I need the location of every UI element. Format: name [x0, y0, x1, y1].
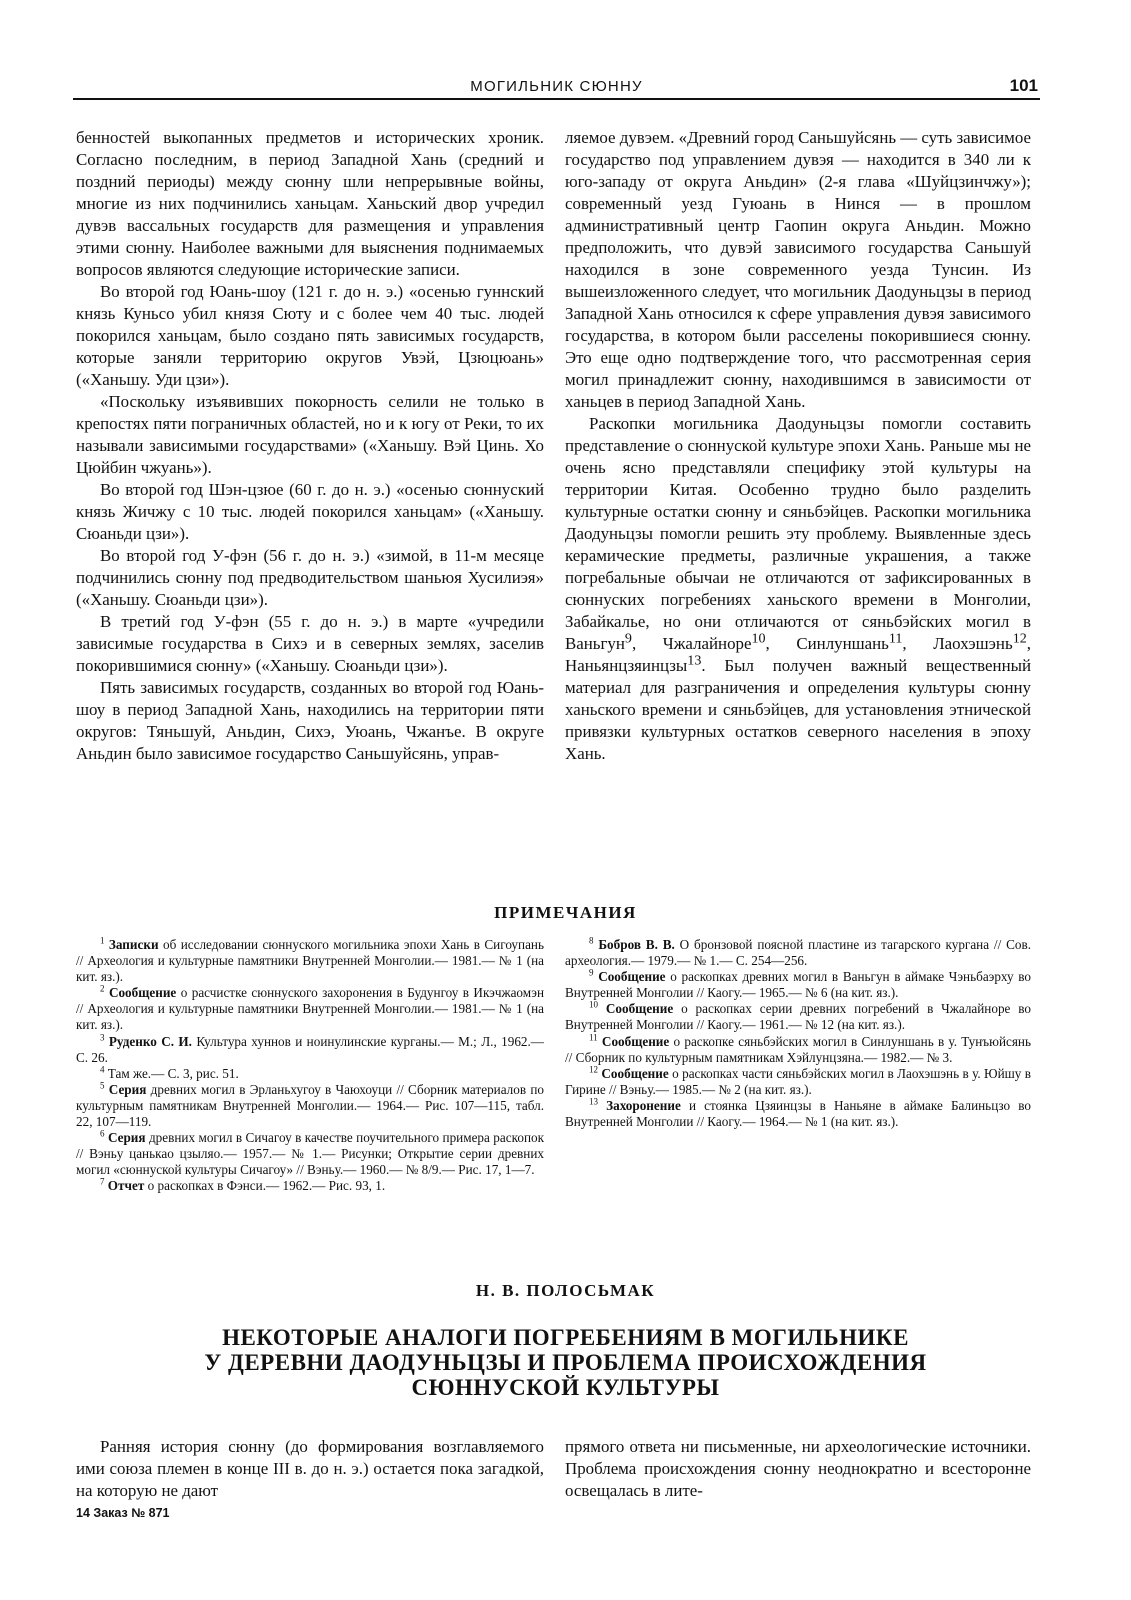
header-rule [73, 98, 1040, 100]
note-lead: Бобров В. В. [598, 937, 675, 952]
note-lead: Отчет [107, 1178, 145, 1194]
footnote-ref: 9 [624, 630, 632, 647]
note-lead: Захоронение [606, 1097, 681, 1113]
note-lead: Руденко С. И. [108, 1033, 192, 1049]
title-line: СЮННУСКОЙ КУЛЬТУРЫ [411, 1375, 720, 1400]
text-run: , Лаохэшэнь [902, 634, 1013, 653]
note-number: 3 [100, 1032, 105, 1043]
note-item [565, 1066, 1031, 1098]
notes-heading: ПРИМЕЧАНИЯ [494, 903, 637, 922]
note-number: 13 [589, 1096, 598, 1107]
paragraph: Во второй год У-фэн (56 г. до н. э.) «зимой, в 11-м месяце подчинились сюнну под предводительством шаньюя Хусилиэя» («Ханьшу. Сюаньди цзи»). [76, 546, 544, 609]
note-text: о раскопках в Фэнси.— 1962.— Рис. 93, 1. [144, 1178, 386, 1194]
note-lead: Сообщение [601, 1033, 670, 1049]
note-lead: Серия [108, 1081, 147, 1097]
footnote-ref: 13 [687, 652, 702, 669]
text-run: . Был получен важный вещественный материал для разграничения и определения культуры сюнну ханьского времени и сяньбэйцев, для установления этнической привязки культурных остатков северного населения в эпоху Хань. [565, 656, 1031, 763]
page-number: 101 [1009, 76, 1038, 95]
note-number: 7 [100, 1177, 105, 1188]
article-author: Н. В. ПОЛОСЬМАК [475, 1281, 656, 1300]
text-run: , Синлуншань [765, 634, 889, 653]
note-lead: Записки [108, 937, 159, 952]
note-item [76, 985, 544, 1033]
note-number: 11 [589, 1032, 598, 1043]
note-text: древних могил в Эрланьхугоу в Чаюхоуци // Сборник материалов по культурным памятникам Внутренней Монголии.— 1964.— Рис. 107—115, табл. 22, 107—119. [76, 1081, 544, 1130]
note-item [565, 1001, 1031, 1033]
article-title [100, 1325, 1031, 1400]
notes-column-left [76, 937, 544, 1195]
paragraph: Во второй год Юань-шоу (121 г. до н. э.) «осенью гуннский князь Куньсо убил князя Сюту и с более чем 40 тыс. людей покорился ханьцам, было создано пять зависимых государств, которые заняли территорию округов Увэй, Цзюцюань» («Ханьшу. Уди цзи»). [76, 282, 544, 389]
note-number: 12 [589, 1064, 598, 1075]
title-line: У ДЕРЕВНИ ДАОДУНЬЦЗЫ И ПРОБЛЕМА ПРОИСХОЖДЕНИЯ [204, 1350, 927, 1375]
note-text: о расчистке сюннуского захоронения в Будунгоу в Икэчжаомэн // Археология и культурные памятники Внутренней Монголии.— 1981.— № 1 (на кит. яз.). [76, 985, 545, 1033]
article-column-right [565, 1436, 1031, 1502]
notes-column-right [565, 937, 1031, 1130]
paragraph: прямого ответа ни письменные, ни археологические источники. Проблема происхождения сюнну неоднократно и всесторонне освещалась в лите- [565, 1437, 1031, 1500]
paragraph: Пять зависимых государств, созданных во второй год Юань-шоу в период Западной Хань, находились на территории пяти округов: Тяньшуй, Аньдин, Сихэ, Уюань, Чжанъе. В округе Аньдин было зависимое государство Саньшуйсянь, управ- [76, 678, 544, 763]
note-item [76, 937, 544, 985]
paragraph: Ранняя история сюнну (до формирования возглавляемого ими союза племен в конце III в. до н. э.) остается пока загадкой, на которую не дают [76, 1437, 544, 1500]
note-number: 6 [100, 1128, 105, 1139]
note-text: древних могил в Сичагоу в качестве поучительного примера раскопок // Вэньу цанькао цзыляо.— 1957.— № 1.— Рисунки; Открытие серии древних могил «сюннуской культуры Сичагоу» // Вэньу.— 1960.— № 8/9.— Рис. 17, 1—7. [76, 1130, 544, 1178]
note-number: 2 [100, 983, 105, 994]
footnote-ref: 10 [751, 630, 766, 647]
note-item [565, 969, 1031, 1001]
note-number: 10 [589, 999, 598, 1010]
note-item [76, 1178, 544, 1194]
paragraph: ляемое дувэем. «Древний город Саньшуйсянь — суть зависимое государство под управлением дувэя — находится в 340 ли к юго-западу от округа Аньдин» (2-я глава «Шуйцзинчжу»); современный уезд Гуюань в Нинся — в прошлом административный центр Гаопин округа Аньдин. Можно предположить, что дувэй зависимого государства Саньшуй находился в зоне современного уезда Тунсин. Из вышеизложенного следует, что могильник Даодуньцзы в период Западной Хань относился к сфере управления дувэя зависимого государства, в котором были расселены покорившиеся сюнну. Это еще одно подтверждение того, что рассмотренная серия могил принадлежит сюнну, находившимся в зависимости от ханьцев в период Западной Хань. [565, 128, 1031, 411]
note-text: о раскопке сяньбэйских могил в Синлуншань в у. Тунъюйсянь // Сборник по культурным памятникам Хэйлунцзяна.— 1982.— № 3. [565, 1033, 1032, 1065]
note-text: Там же.— С. 3, рис. 51. [107, 1065, 239, 1081]
note-number: 8 [589, 935, 594, 946]
text-run: , Наньянцзяинцзы [565, 634, 1031, 675]
note-lead: Сообщение [601, 1065, 669, 1081]
printer-signature: 14 Заказ № 871 [76, 1506, 170, 1520]
text-run: Раскопки могильника Даодуньцзы помогли составить представление о сюннуской культуре эпохи Хань. Раньше мы не очень ясно представляли специфику этой культуры на территории Китая. Особенно трудно было разделить культурные остатки сюнну и сяньбэйцев. Раскопки могильника Даодуньцзы помогли решить эту проблему. Выявленные здесь керамические предметы, различные украшения, а также погребальные обычаи не отличаются от зафиксированных в сюннуских погребениях ханьского времени в Монголии, Забайкалье, но они отличаются от сяньбэйских могил в Ваньгун [565, 414, 1031, 653]
body-column-right [565, 127, 1031, 765]
title-line: НЕКОТОРЫЕ АНАЛОГИ ПОГРЕБЕНИЯМ В МОГИЛЬНИКЕ [222, 1325, 909, 1350]
note-item [76, 1082, 544, 1130]
running-title: МОГИЛЬНИК СЮННУ [470, 78, 643, 95]
footnote-ref: 12 [1012, 630, 1027, 647]
note-text: об исследовании сюннуского могильника эпохи Хань в Сигоупань // Археология и культурные памятники Внутренней Монголии.— 1981.— № 1 (на кит. яз.). [76, 937, 544, 985]
note-text: о раскопках серии древних погребений в Чжалайноре во Внутренней Монголии // Каогу.— 1961.— № 12 (на кит. яз.). [565, 1001, 1032, 1033]
note-number: 1 [100, 935, 105, 946]
note-item [565, 937, 1031, 969]
note-item [565, 1034, 1031, 1066]
note-number: 9 [589, 967, 594, 978]
note-text: О бронзовой поясной пластине из тагарского кургана // Сов. археология.— 1979.— № 1.— С. 254—256. [565, 937, 1031, 969]
footnote-ref: 11 [888, 630, 903, 647]
body-column-left [76, 127, 544, 765]
note-lead: Сообщение [605, 1001, 674, 1017]
note-item [76, 1130, 544, 1178]
note-item [76, 1066, 544, 1082]
note-text: о раскопках древних могил в Ваньгун в аймаке Чэньбаэрху во Внутренней Монголии // Каогу.— 1965.— № 6 (на кит. яз.). [565, 969, 1032, 1001]
note-number: 4 [100, 1064, 105, 1075]
paragraph: Во второй год Шэн-цзюе (60 г. до н. э.) «осенью сюннуский князь Жичжу с 10 тыс. людей покорился ханьцам» («Ханьшу. Сюаньди цзи»). [76, 480, 544, 543]
paragraph: «Поскольку изъявивших покорность селили не только в крепостях пяти пограничных областей, но и к югу от Реки, то их называли зависимыми государствами» («Ханьшу. Вэй Цинь. Хо Цюйбин чжуань»). [76, 392, 544, 477]
note-item [565, 1098, 1031, 1130]
article-column-left [76, 1436, 544, 1502]
note-text: и стоянка Цзяинцзы в Наньяне в аймаке Балиньцзо во Внутренней Монголии // Каогу.— 1964.— № 1 (на кит. яз.). [565, 1097, 1032, 1130]
paragraph: В третий год У-фэн (55 г. до н. э.) в марте «учредили зависимые государства в Сихэ и в северных землях, заселив покорившимися сюнну» («Ханьшу. Сюаньди цзи»). [76, 612, 544, 675]
note-number: 5 [100, 1080, 105, 1091]
note-item [76, 1034, 544, 1066]
note-lead: Серия [107, 1130, 146, 1146]
note-text: о раскопках части сяньбэйских могил в Лаохэшэнь в у. Юйшу в Гирине // Вэньу.— 1985.— № 2 (на кит. яз.). [565, 1065, 1031, 1097]
note-text: Культура хуннов и ноинулинские курганы.— М.; Л., 1962.— С. 26. [76, 1033, 544, 1065]
paragraph [565, 413, 1031, 765]
paragraph: бенностей выкопанных предметов и исторических хроник. Согласно последним, в период Западной Хань (средний и поздний периоды) между сюнну шли непрерывные войны, многие из них подчинились ханьцам. Ханьский двор учредил дувэв вассальных государств для размещения и управления этими сюнну. Наиболее важными для выяснения поднимаемых вопросов являются следующие исторические записи. [76, 128, 544, 279]
page-header [73, 78, 1040, 102]
text-run: , Чжалайноре [631, 634, 752, 653]
note-lead: Сообщение [598, 969, 666, 985]
note-lead: Сообщение [108, 985, 177, 1001]
